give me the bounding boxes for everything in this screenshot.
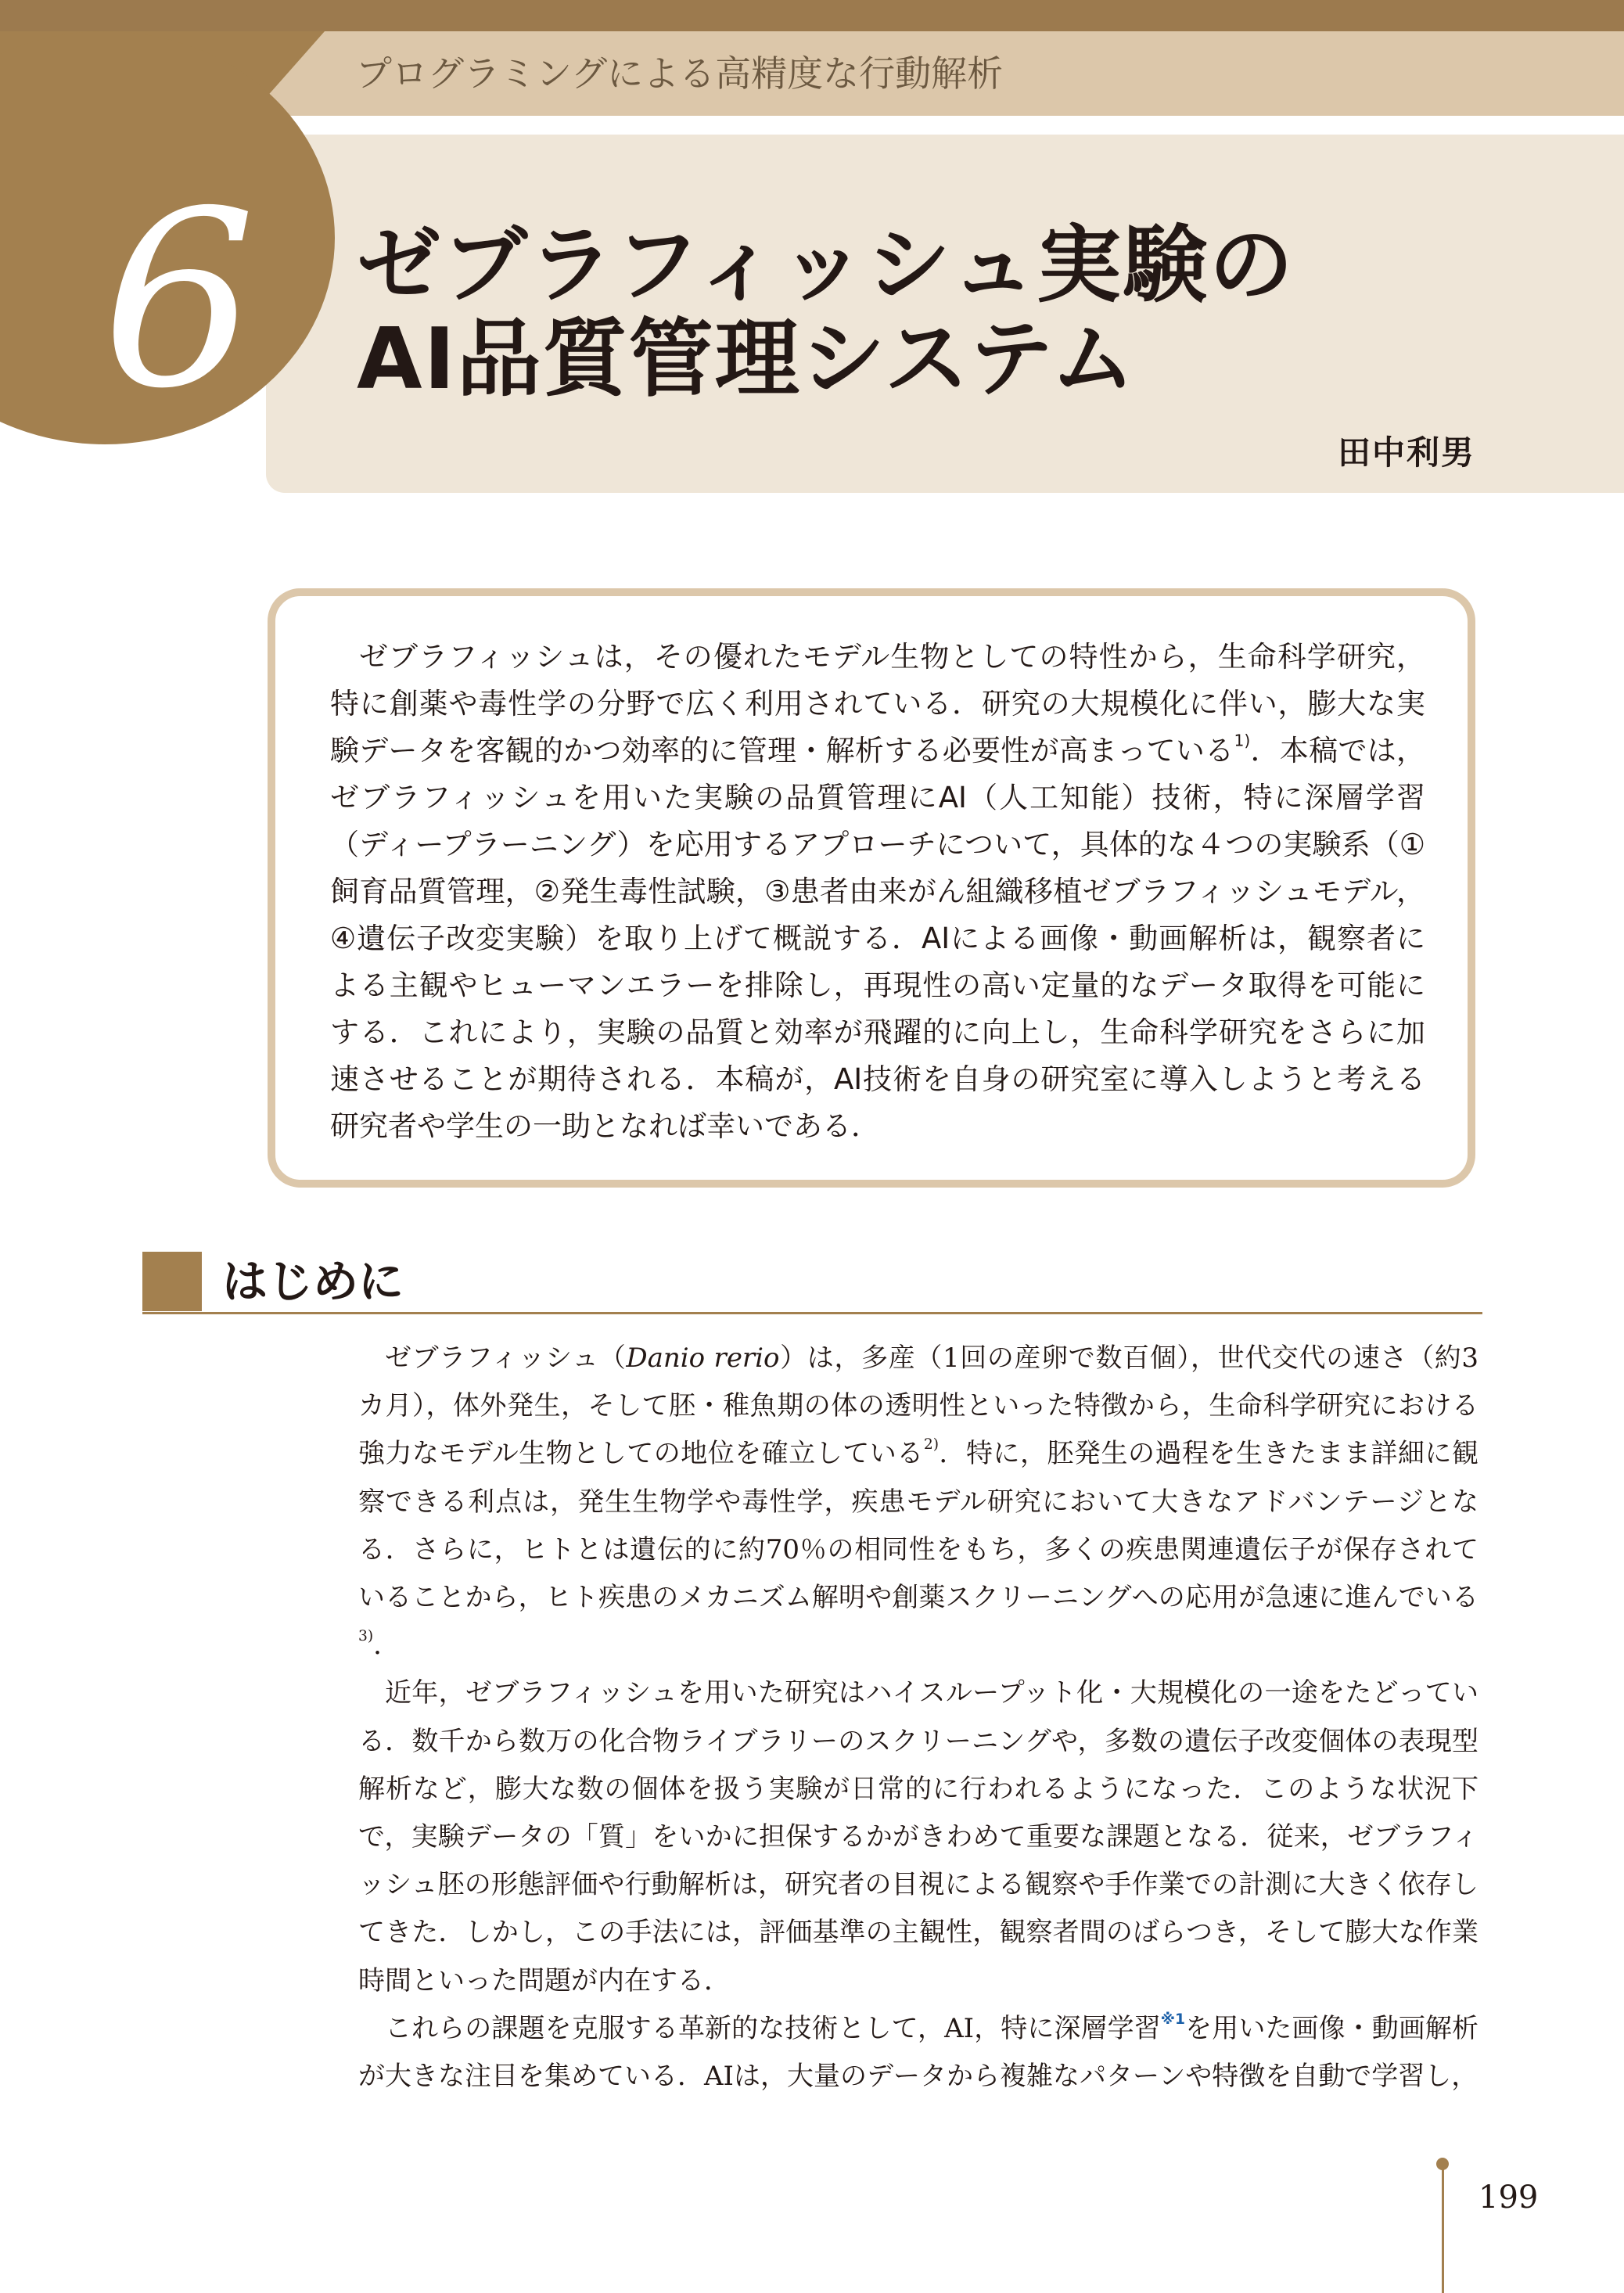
abstract-text-part-1: ゼブラフィッシュは，その優れたモデル生物としての特性から，生命科学研究，特に創薬や毒性学の分野で広く利用されている．研究の大規模化に伴い，膨大な実験データを客観的かつ効率的に管理・解析する必要性が高まっている [330,640,1425,767]
abstract-box [268,588,1475,1188]
body-text [358,1335,1478,2101]
section-heading-rule [142,1312,1482,1314]
section-subtitle: プログラミングによる高精度な行動解析 [356,52,1004,95]
page-number-dot [1436,2158,1449,2170]
p1-text-c: ．特に，胚発生の過程を生きたまま詳細に観察できる利点は，発生生物学や毒性学，疾患モデル研究において大きなアドバンテージとなる．さらに，ヒトとは遺伝的に約70％の相同性をもち，多くの疾患関連遺伝子が保存されていることから，ヒト疾患のメカニズム解明や創薬スクリーニングへの応用が急速に進んでいる [358,1438,1478,1614]
reference-2: 2) [923,1436,939,1454]
top-color-strip [0,0,1624,31]
reference-1: 1) [1234,731,1251,750]
abstract-text [330,634,1425,1150]
chapter-number: 6 [102,160,257,442]
author-name: 田中利男 [1337,433,1475,472]
footnote-mark[interactable]: ※1 [1160,2011,1186,2029]
p1-text-a: ゼブラフィッシュ（ [385,1342,627,1374]
paragraph-1 [358,1335,1478,1669]
section-heading: はじめに [222,1255,404,1308]
paragraph-2: 近年，ゼブラフィッシュを用いた研究はハイスループット化・大規模化の一途をたどっている．数千から数万の化合物ライブラリーのスクリーニングや，多数の遺伝子改変個体の表現型解析など，膨大な数の個体を扱う実験が日常的に行われるようになった．このような状況下で，実験データの「質」をいかに担保するかがきわめて重要な課題となる．従来，ゼブラフィッシュ胚の形態評価や行動解析は，研究者の目視による観察や手作業での計測に大きく依存してきた．しかし，この手法には，評価基準の主観性，観察者間のばらつき，そして膨大な作業時間といった問題が内在する． [358,1677,1478,1996]
reference-3: 3) [358,1628,374,1645]
p3-text-a: これらの課題を克服する革新的な技術として，AI，特に深層学習 [385,2012,1161,2044]
page-number: 199 [1478,2180,1539,2216]
abstract-text-part-2: ．本稿では，ゼブラフィッシュを用いた実験の品質管理にAI（人工知能）技術，特に深層学習（ディープラーニング）を応用するアプローチについて，具体的な４つの実験系（①飼育品質管理，②発生毒性試験，③患者由来がん組織移植ゼブラフィッシュモデル，④遺伝子改変実験）を取り上げて概説する．AIによる画像・動画解析は，観察者による主観やヒューマンエラーを排除し，再現性の高い定量的なデータ取得を可能にする．これにより，実験の品質と効率が飛躍的に向上し，生命科学研究をさらに加速させることが期待される．本稿が，AI技術を自身の研究室に導入しようと考える研究者や学生の一助となれば幸いである． [330,734,1425,1143]
page-number-rule [1442,2163,1444,2293]
p3-text-b: を用いた画像・動画解析が大きな注目を集めている．AIは，大量のデータから複雑なパターンや特徴を自動で学習し， [358,2012,1479,2093]
scientific-name: Danio rerio [626,1342,780,1374]
section-heading-marker [142,1252,202,1311]
chapter-title-line-1: ゼブラフィッシュ実験の [357,217,1295,314]
paragraph-3 [358,2005,1478,2101]
p1-text-b: ）は，多産（1回の産卵で数百個），世代交代の速さ（約3カ月），体外発生，そして胚・稚魚期の体の透明性といった特徴から，生命科学研究における強力なモデル生物としての地位を確立している [358,1342,1478,1470]
chapter-title-line-2: AI品質管理システム [357,311,1137,408]
p1-text-d: ． [373,1630,401,1662]
